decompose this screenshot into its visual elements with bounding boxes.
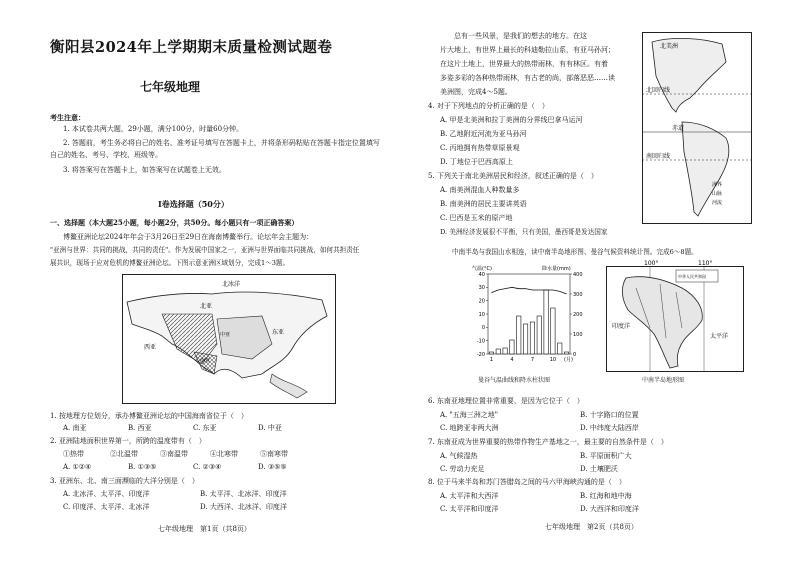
page-footer: 七年级地理 第1页（共8页） — [158, 525, 251, 533]
option: ⑤南寒带 — [260, 450, 288, 458]
page-footer: 七年级地理 第2页（共8页） — [545, 523, 638, 531]
question-6: 6. 东南亚地理位置非常重要，是因为它位于（ ） — [428, 397, 584, 405]
precip-bar — [544, 290, 548, 354]
page-title: 衡阳县2024年上学期期末质量检测试题卷 — [50, 39, 333, 56]
option[interactable]: D. 美洲经济发展很不平衡，只有美国，墨西哥是发达国家 — [440, 228, 608, 236]
option[interactable]: D. 土壤肥沃 — [580, 465, 618, 473]
option: ②北温带 — [110, 450, 138, 458]
map-caption: 中南半岛地形图 — [642, 377, 685, 384]
precip-bar — [496, 349, 500, 354]
notice-title: 考生注意： — [50, 113, 85, 122]
question-1: 1. 按地理方位划分，承办博鳌亚洲论坛的中国海南省位于（ ） — [50, 412, 248, 420]
option[interactable]: C. 东亚 — [193, 424, 217, 432]
map-label-equator: 赤道 — [672, 125, 685, 132]
intro-line: 博鳌亚洲论坛2024年年会于3月26日至29日在海南博鳌举行。论坛年会主题为： — [63, 233, 314, 241]
option[interactable]: B. ①③⑤ — [128, 463, 157, 471]
option[interactable]: A. 气候湿热 — [440, 452, 478, 460]
option[interactable]: C. 印度洋、太平洋、北冰洋 — [63, 503, 150, 511]
lon-label-110: 110° — [698, 260, 713, 267]
question-8: 8. 位于马来半岛和苏门答腊岛之间的马六甲海峡沟通的是（ ） — [428, 478, 626, 486]
option: ①热带 — [63, 450, 84, 458]
option[interactable]: C. 地跨亚非两大洲 — [440, 424, 499, 432]
chart-ylabel-right: 降水量(mm) — [542, 266, 571, 272]
question-3: 3. 亚洲东、北、南三面濒临的大洋分别是（ ） — [50, 477, 199, 485]
precip-bar — [510, 340, 514, 354]
option[interactable]: D. 大西洋和印度洋 — [580, 505, 639, 513]
chart-frame — [488, 274, 570, 354]
asia-region-map — [122, 274, 336, 404]
option: ④北寒带 — [210, 450, 238, 458]
precip-bar — [551, 308, 555, 354]
x-tick-label: 7 — [530, 357, 535, 363]
option[interactable]: B. 西亚 — [128, 424, 152, 432]
option[interactable]: D. 中亚 — [258, 424, 282, 432]
precip-bar — [564, 352, 568, 354]
option[interactable]: A. 甲是北美洲和拉丁美洲的分界线巴拿马运河 — [440, 116, 583, 124]
map-label-tropic: 北回归线 — [646, 87, 671, 94]
left-tick-label: 30 — [478, 285, 485, 292]
option[interactable]: C. 丙地拥有热带草原景观 — [440, 144, 520, 152]
legend-mountain: 山脉 — [712, 191, 723, 197]
option[interactable]: D. 中纬度大陆西岸 — [580, 424, 639, 432]
left-tick-label: -20 — [476, 351, 485, 358]
right-tick-label: 300 — [573, 291, 583, 298]
page-subtitle: 七年级地理 — [140, 80, 201, 94]
left-tick-label: 0 — [481, 325, 485, 332]
section-title: Ⅰ卷选择题（50分） — [158, 199, 229, 209]
question-7: 7. 东南亚成为世界重要的热带作物生产基地之一，最主要的自然条件是（ ） — [428, 438, 668, 446]
legend-river: 河流 — [712, 200, 723, 206]
notice-line: 自己的姓名、考号、学校、班级等。 — [50, 151, 162, 159]
intro-line: 展共识，现场于应对危机的博鳌亚洲论坛。下图示意亚洲区域划分，完成1～3题。 — [50, 259, 290, 267]
chart-ylabel-left: 气温(°C) — [472, 266, 492, 272]
notice-line: 1. 本试卷共两大题，29小题，满分100分，时量60分钟。 — [63, 125, 244, 133]
right-tick-label: 0 — [573, 351, 577, 358]
map-label-west-asia: 西亚 — [144, 344, 157, 351]
option[interactable]: B. 南美洲的居民主要讲英语 — [440, 200, 527, 208]
intro-line: 中南半岛与我国山水相连，读中南半岛地形图、曼谷气候资料统计图。完成6～8题。 — [452, 248, 698, 256]
lon-label-100: 100° — [644, 260, 659, 267]
indochina-terrain-map — [606, 258, 744, 372]
right-tick-label: 200 — [573, 311, 583, 318]
option[interactable]: B. 十字路口的位置 — [580, 411, 639, 419]
right-tick-label: 400 — [573, 271, 583, 278]
map-label-south-tropic: 南回归线 — [646, 153, 671, 160]
precip-bar — [558, 343, 562, 354]
option[interactable]: A. 南亚 — [63, 424, 87, 432]
question-4: 4. 对于下列地点的分析正确的是（ ） — [428, 102, 549, 110]
x-axis-label: (月) — [564, 357, 573, 363]
americas-map — [642, 32, 752, 224]
intro-line: "亚洲与世界：共同的挑战，共同的责任"。作为发展中国家之一，亚洲与世界面临共同挑战，如何共担责任 — [50, 246, 360, 254]
map-label-east-asia: 东亚 — [272, 329, 285, 336]
map-label-north-america: 北美洲 — [660, 43, 679, 50]
notice-line: 3. 将答案写在答题卡上，如答案写在试题卷上无效。 — [63, 166, 226, 174]
intro-line: 多姿多彩的各种热带雨林，有古老的尚，部落恶恶……读 — [440, 74, 615, 82]
map-label-central-asia: 中亚 — [220, 332, 231, 338]
option[interactable]: D. 丁地位于巴西高原上 — [440, 158, 513, 166]
question-5: 5. 下列关于南北美洲居民和经济，叙述正确的是（ ） — [428, 172, 598, 180]
precip-bar — [503, 348, 507, 354]
x-tick-label: 4 — [510, 357, 514, 363]
option[interactable]: C. 太平洋和印度洋 — [440, 505, 499, 513]
legend-boundary: 洲界 — [712, 182, 723, 188]
option[interactable]: B. 平原面积广大 — [580, 452, 632, 460]
intro-line: 片大地上，有世界上最长的科迪勒拉山系，有亚马孙河； — [440, 46, 615, 54]
option[interactable]: A. 南美洲混血人种数量多 — [440, 186, 520, 194]
x-tick-label: 10 — [549, 357, 557, 363]
bangkok-climate-chart — [470, 262, 590, 374]
option[interactable]: D. 大西洋、北冰洋、印度洋 — [200, 503, 287, 511]
option[interactable]: C. 劳动力充足 — [440, 465, 485, 473]
option[interactable]: B. 乙地附近河流为亚马孙河 — [440, 130, 527, 138]
intro-line: 美洲图，完成4～5题。 — [440, 88, 512, 96]
option[interactable]: A. "五海三洲之地" — [440, 411, 498, 419]
intro-line: 总有一些风景，是我们的想去的地方。在这 — [454, 32, 587, 40]
option: ③南温带 — [160, 450, 188, 458]
intro-line: 在这片土地上，世界最大的热带雨林，有有林区。有着 — [440, 60, 608, 68]
precip-bar — [530, 322, 534, 354]
notice-line: 2. 答题前，考生务必将自己的姓名、准考证号填写在答题卡上，并将条形码粘贴在答题卡指定位置填写 — [63, 139, 380, 147]
map-label-south-asia: 南亚 — [200, 358, 211, 364]
option[interactable]: B. 太平洋、北冰洋、印度洋 — [200, 490, 287, 498]
map-label-north-asia: 北亚 — [200, 303, 213, 310]
question-2: 2. 亚洲陆地面积世界第一，所跨的温度带有（ ） — [50, 437, 206, 445]
precip-bar — [489, 352, 493, 354]
mc-heading: 一、选择题（本大题25小题，每小题2分，共50分。每小题只有一项正确答案） — [50, 218, 299, 227]
climate-caption: 曼谷气温曲线和降水柱状图 — [478, 377, 551, 384]
left-tick-label: 40 — [478, 271, 485, 278]
x-tick-label: 1 — [489, 357, 494, 363]
option[interactable]: D. ③⑤⑤ — [258, 463, 287, 471]
option[interactable]: B. 红海和地中海 — [580, 492, 632, 500]
indian-ocean-label: 印度洋 — [612, 323, 631, 330]
left-tick-label: -10 — [476, 338, 485, 345]
option[interactable]: A. ①②④ — [63, 463, 92, 471]
option[interactable]: A. 太平洋和大西洋 — [440, 492, 499, 500]
map-label-arctic: 北冰洋 — [222, 281, 241, 288]
left-tick-label: 20 — [478, 298, 485, 305]
precip-bar — [523, 324, 527, 354]
pacific-label: 太平洋 — [710, 333, 729, 340]
option[interactable]: C. 巴西是玉米的原产地 — [440, 214, 513, 222]
right-tick-label: 100 — [573, 331, 583, 338]
option[interactable]: C. ②③④ — [193, 463, 222, 471]
left-tick-label: 10 — [478, 311, 485, 318]
option[interactable]: A. 北冰洋、太平洋、印度洋 — [63, 490, 150, 498]
china-label: 中华人民共和国 — [678, 274, 706, 279]
precip-bar — [517, 316, 521, 354]
precip-bar — [537, 316, 541, 354]
